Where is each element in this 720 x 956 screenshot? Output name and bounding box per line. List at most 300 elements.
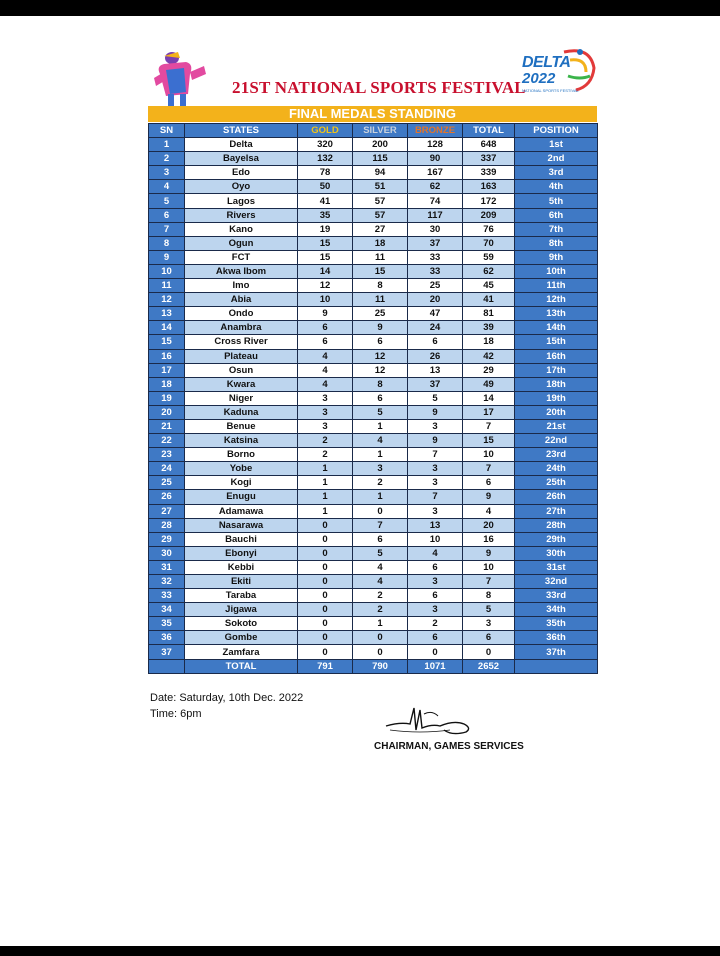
cell-sn: 28: [149, 518, 185, 532]
cell-position: 34th: [515, 603, 598, 617]
cell-state: Bayelsa: [185, 152, 298, 166]
cell-silver: 0: [353, 645, 408, 659]
cell-gold: 0: [298, 631, 353, 645]
table-header-row: [149, 124, 598, 138]
cell-state: Kwara: [185, 377, 298, 391]
cell-position: 18th: [515, 377, 598, 391]
cell-silver: 6: [353, 532, 408, 546]
cell-position: 31st: [515, 560, 598, 574]
cell-state: Cross River: [185, 335, 298, 349]
cell-bronze: 6: [408, 631, 463, 645]
cell-bronze: 0: [408, 645, 463, 659]
cell-gold: 0: [298, 589, 353, 603]
cell-bronze: 3: [408, 476, 463, 490]
medals-table: [148, 123, 598, 674]
cell-sn: 29: [149, 532, 185, 546]
cell-sn: 6: [149, 208, 185, 222]
cell-sn: 19: [149, 391, 185, 405]
cell-position: 25th: [515, 476, 598, 490]
table-row: [149, 152, 598, 166]
cell-total: 10: [463, 560, 515, 574]
cell-state: Ogun: [185, 236, 298, 250]
cell-position: 2nd: [515, 152, 598, 166]
cell-total: 9: [463, 490, 515, 504]
cell-position: 15th: [515, 335, 598, 349]
table-row: [149, 631, 598, 645]
cell-silver: 94: [353, 166, 408, 180]
cell-sn: 33: [149, 589, 185, 603]
cell-gold: 50: [298, 180, 353, 194]
cell-sn: 31: [149, 560, 185, 574]
cell-sn: 13: [149, 307, 185, 321]
cell-position: 7th: [515, 222, 598, 236]
cell-total: 163: [463, 180, 515, 194]
cell-sn: 20: [149, 405, 185, 419]
table-row: [149, 180, 598, 194]
cell-sn: 8: [149, 236, 185, 250]
cell-sn: 22: [149, 434, 185, 448]
cell-bronze: 128: [408, 138, 463, 152]
cell-state: Rivers: [185, 208, 298, 222]
cell-gold: 9: [298, 307, 353, 321]
cell-sn: 11: [149, 279, 185, 293]
cell-state: Ekiti: [185, 575, 298, 589]
total-silver: 790: [353, 659, 408, 673]
cell-state: Edo: [185, 166, 298, 180]
cell-gold: 4: [298, 349, 353, 363]
cell-position: 8th: [515, 236, 598, 250]
cell-gold: 3: [298, 405, 353, 419]
cell-gold: 12: [298, 279, 353, 293]
cell-total: 70: [463, 236, 515, 250]
cell-total: 45: [463, 279, 515, 293]
cell-state: Imo: [185, 279, 298, 293]
cell-state: Oyo: [185, 180, 298, 194]
cell-state: FCT: [185, 250, 298, 264]
cell-total: 6: [463, 631, 515, 645]
cell-total: 0: [463, 645, 515, 659]
table-row: [149, 419, 598, 433]
cell-gold: 0: [298, 617, 353, 631]
table-row: [149, 518, 598, 532]
cell-position: 13th: [515, 307, 598, 321]
cell-position: 26th: [515, 490, 598, 504]
cell-position: 29th: [515, 532, 598, 546]
cell-sn: 25: [149, 476, 185, 490]
cell-sn: 36: [149, 631, 185, 645]
cell-bronze: 2: [408, 617, 463, 631]
table-row: [149, 236, 598, 250]
cell-bronze: 6: [408, 560, 463, 574]
cell-gold: 0: [298, 603, 353, 617]
table-row: [149, 448, 598, 462]
cell-bronze: 9: [408, 434, 463, 448]
cell-total: 18: [463, 335, 515, 349]
cell-gold: 132: [298, 152, 353, 166]
cell-silver: 12: [353, 363, 408, 377]
cell-bronze: 47: [408, 307, 463, 321]
cell-gold: 2: [298, 434, 353, 448]
event-logo: DELTA 2022 NATIONAL SPORTS FESTIVAL: [520, 46, 598, 102]
cell-state: Kaduna: [185, 405, 298, 419]
cell-silver: 115: [353, 152, 408, 166]
cell-gold: 14: [298, 264, 353, 278]
cell-total: 5: [463, 603, 515, 617]
cell-sn: 4: [149, 180, 185, 194]
total-blank: [149, 659, 185, 673]
cell-total: 62: [463, 264, 515, 278]
cell-position: 37th: [515, 645, 598, 659]
cell-sn: 23: [149, 448, 185, 462]
cell-silver: 27: [353, 222, 408, 236]
cell-total: 339: [463, 166, 515, 180]
cell-position: 16th: [515, 349, 598, 363]
cell-sn: 34: [149, 603, 185, 617]
cell-bronze: 3: [408, 462, 463, 476]
cell-state: Kano: [185, 222, 298, 236]
cell-bronze: 30: [408, 222, 463, 236]
cell-state: Yobe: [185, 462, 298, 476]
cell-bronze: 33: [408, 250, 463, 264]
cell-gold: 15: [298, 236, 353, 250]
cell-state: Kogi: [185, 476, 298, 490]
cell-total: 7: [463, 575, 515, 589]
cell-state: Nasarawa: [185, 518, 298, 532]
cell-state: Anambra: [185, 321, 298, 335]
cell-position: 36th: [515, 631, 598, 645]
cell-state: Plateau: [185, 349, 298, 363]
cell-gold: 2: [298, 448, 353, 462]
total-row: [149, 659, 598, 673]
cell-bronze: 7: [408, 448, 463, 462]
cell-total: 20: [463, 518, 515, 532]
cell-silver: 8: [353, 279, 408, 293]
cell-gold: 41: [298, 194, 353, 208]
cell-total: 39: [463, 321, 515, 335]
col-position: POSITION: [515, 124, 598, 138]
cell-sn: 1: [149, 138, 185, 152]
cell-total: 76: [463, 222, 515, 236]
cell-sn: 24: [149, 462, 185, 476]
cell-silver: 25: [353, 307, 408, 321]
document-page: [0, 16, 720, 946]
cell-total: 29: [463, 363, 515, 377]
cell-position: 17th: [515, 363, 598, 377]
cell-sn: 26: [149, 490, 185, 504]
cell-silver: 4: [353, 434, 408, 448]
cell-gold: 78: [298, 166, 353, 180]
total-bronze: 1071: [408, 659, 463, 673]
cell-silver: 57: [353, 194, 408, 208]
cell-state: Enugu: [185, 490, 298, 504]
cell-gold: 3: [298, 391, 353, 405]
cell-bronze: 6: [408, 335, 463, 349]
cell-bronze: 90: [408, 152, 463, 166]
time-text: Time: 6pm: [150, 708, 202, 720]
cell-total: 42: [463, 349, 515, 363]
cell-total: 6: [463, 476, 515, 490]
cell-state: Ondo: [185, 307, 298, 321]
cell-bronze: 13: [408, 518, 463, 532]
cell-silver: 1: [353, 448, 408, 462]
cell-position: 10th: [515, 264, 598, 278]
cell-position: 21st: [515, 419, 598, 433]
cell-position: 9th: [515, 250, 598, 264]
col-gold: GOLD: [298, 124, 353, 138]
cell-total: 15: [463, 434, 515, 448]
table-row: [149, 349, 598, 363]
cell-bronze: 6: [408, 589, 463, 603]
table-row: [149, 476, 598, 490]
cell-silver: 200: [353, 138, 408, 152]
cell-silver: 4: [353, 575, 408, 589]
table-row: [149, 462, 598, 476]
cell-position: 24th: [515, 462, 598, 476]
cell-state: Akwa Ibom: [185, 264, 298, 278]
cell-silver: 6: [353, 391, 408, 405]
cell-state: Katsina: [185, 434, 298, 448]
cell-position: 27th: [515, 504, 598, 518]
cell-sn: 12: [149, 293, 185, 307]
cell-silver: 12: [353, 349, 408, 363]
cell-total: 7: [463, 462, 515, 476]
table-row: [149, 504, 598, 518]
cell-bronze: 3: [408, 504, 463, 518]
cell-bronze: 24: [408, 321, 463, 335]
cell-silver: 1: [353, 419, 408, 433]
cell-gold: 0: [298, 518, 353, 532]
cell-sn: 5: [149, 194, 185, 208]
cell-gold: 320: [298, 138, 353, 152]
cell-bronze: 5: [408, 391, 463, 405]
cell-bronze: 26: [408, 349, 463, 363]
cell-bronze: 3: [408, 419, 463, 433]
cell-state: Jigawa: [185, 603, 298, 617]
cell-silver: 5: [353, 405, 408, 419]
cell-bronze: 167: [408, 166, 463, 180]
cell-bronze: 33: [408, 264, 463, 278]
cell-bronze: 117: [408, 208, 463, 222]
cell-total: 9: [463, 546, 515, 560]
cell-state: Adamawa: [185, 504, 298, 518]
cell-silver: 3: [353, 462, 408, 476]
cell-gold: 1: [298, 476, 353, 490]
col-total: TOTAL: [463, 124, 515, 138]
table-row: [149, 138, 598, 152]
cell-bronze: 74: [408, 194, 463, 208]
cell-state: Gombe: [185, 631, 298, 645]
footer-info: [150, 690, 303, 722]
cell-total: 41: [463, 293, 515, 307]
cell-gold: 1: [298, 490, 353, 504]
cell-sn: 15: [149, 335, 185, 349]
cell-silver: 9: [353, 321, 408, 335]
table-row: [149, 194, 598, 208]
table-row: [149, 434, 598, 448]
table-row: [149, 575, 598, 589]
table-row: [149, 250, 598, 264]
table-row: [149, 391, 598, 405]
cell-position: 23rd: [515, 448, 598, 462]
cell-bronze: 13: [408, 363, 463, 377]
signature-image: [380, 700, 490, 742]
cell-sn: 2: [149, 152, 185, 166]
cell-sn: 37: [149, 645, 185, 659]
cell-gold: 3: [298, 419, 353, 433]
cell-silver: 18: [353, 236, 408, 250]
cell-sn: 10: [149, 264, 185, 278]
col-states: STATES: [185, 124, 298, 138]
col-silver: SILVER: [353, 124, 408, 138]
table-row: [149, 222, 598, 236]
cell-sn: 35: [149, 617, 185, 631]
cell-position: 3rd: [515, 166, 598, 180]
cell-gold: 6: [298, 335, 353, 349]
total-label: TOTAL: [185, 659, 298, 673]
cell-gold: 0: [298, 532, 353, 546]
cell-state: Zamfara: [185, 645, 298, 659]
cell-total: 14: [463, 391, 515, 405]
table-row: [149, 279, 598, 293]
table-row: [149, 307, 598, 321]
cell-total: 209: [463, 208, 515, 222]
cell-silver: 7: [353, 518, 408, 532]
col-sn: SN: [149, 124, 185, 138]
cell-position: 28th: [515, 518, 598, 532]
cell-gold: 4: [298, 363, 353, 377]
table-row: [149, 617, 598, 631]
cell-total: 648: [463, 138, 515, 152]
table-row: [149, 264, 598, 278]
cell-gold: 0: [298, 645, 353, 659]
cell-bronze: 37: [408, 236, 463, 250]
cell-state: Niger: [185, 391, 298, 405]
table-row: [149, 532, 598, 546]
cell-sn: 14: [149, 321, 185, 335]
cell-total: 3: [463, 617, 515, 631]
total-position-blank: [515, 659, 598, 673]
cell-silver: 11: [353, 293, 408, 307]
cell-total: 7: [463, 419, 515, 433]
signatory-title: CHAIRMAN, GAMES SERVICES: [374, 741, 524, 752]
table-row: [149, 321, 598, 335]
cell-gold: 1: [298, 462, 353, 476]
page-title: 21ST NATIONAL SPORTS FESTIVAL: [232, 78, 526, 97]
cell-gold: 1: [298, 504, 353, 518]
cell-sn: 21: [149, 419, 185, 433]
cell-bronze: 20: [408, 293, 463, 307]
cell-sn: 32: [149, 575, 185, 589]
cell-total: 4: [463, 504, 515, 518]
cell-position: 35th: [515, 617, 598, 631]
table-row: [149, 166, 598, 180]
cell-position: 22nd: [515, 434, 598, 448]
cell-sn: 3: [149, 166, 185, 180]
table-row: [149, 377, 598, 391]
cell-bronze: 9: [408, 405, 463, 419]
cell-silver: 51: [353, 180, 408, 194]
cell-state: Benue: [185, 419, 298, 433]
table-row: [149, 208, 598, 222]
cell-silver: 8: [353, 377, 408, 391]
cell-total: 337: [463, 152, 515, 166]
cell-sn: 9: [149, 250, 185, 264]
cell-position: 33rd: [515, 589, 598, 603]
cell-bronze: 10: [408, 532, 463, 546]
cell-state: Abia: [185, 293, 298, 307]
table-row: [149, 645, 598, 659]
cell-bronze: 4: [408, 546, 463, 560]
cell-bronze: 7: [408, 490, 463, 504]
table-row: [149, 560, 598, 574]
cell-position: 14th: [515, 321, 598, 335]
cell-position: 19th: [515, 391, 598, 405]
cell-position: 6th: [515, 208, 598, 222]
cell-position: 20th: [515, 405, 598, 419]
table-row: [149, 405, 598, 419]
cell-gold: 0: [298, 546, 353, 560]
cell-state: Taraba: [185, 589, 298, 603]
cell-silver: 11: [353, 250, 408, 264]
table-banner: FINAL MEDALS STANDING: [148, 106, 597, 122]
cell-silver: 57: [353, 208, 408, 222]
cell-state: Borno: [185, 448, 298, 462]
cell-gold: 35: [298, 208, 353, 222]
cell-total: 81: [463, 307, 515, 321]
cell-position: 5th: [515, 194, 598, 208]
cell-silver: 0: [353, 504, 408, 518]
cell-gold: 15: [298, 250, 353, 264]
cell-bronze: 25: [408, 279, 463, 293]
col-bronze: BRONZE: [408, 124, 463, 138]
table-row: [149, 490, 598, 504]
cell-state: Kebbi: [185, 560, 298, 574]
date-text: Date: Saturday, 10th Dec. 2022: [150, 692, 304, 704]
cell-gold: 4: [298, 377, 353, 391]
cell-state: Sokoto: [185, 617, 298, 631]
table-row: [149, 363, 598, 377]
cell-bronze: 62: [408, 180, 463, 194]
cell-silver: 1: [353, 490, 408, 504]
cell-sn: 7: [149, 222, 185, 236]
cell-position: 4th: [515, 180, 598, 194]
cell-state: Ebonyi: [185, 546, 298, 560]
cell-total: 10: [463, 448, 515, 462]
cell-gold: 10: [298, 293, 353, 307]
cell-position: 30th: [515, 546, 598, 560]
cell-total: 49: [463, 377, 515, 391]
cell-gold: 19: [298, 222, 353, 236]
total-gold: 791: [298, 659, 353, 673]
cell-silver: 2: [353, 603, 408, 617]
cell-bronze: 37: [408, 377, 463, 391]
cell-gold: 0: [298, 575, 353, 589]
cell-bronze: 3: [408, 575, 463, 589]
cell-silver: 5: [353, 546, 408, 560]
cell-total: 8: [463, 589, 515, 603]
cell-silver: 1: [353, 617, 408, 631]
cell-silver: 0: [353, 631, 408, 645]
cell-total: 172: [463, 194, 515, 208]
cell-state: Lagos: [185, 194, 298, 208]
cell-state: Osun: [185, 363, 298, 377]
cell-sn: 17: [149, 363, 185, 377]
cell-total: 59: [463, 250, 515, 264]
cell-sn: 16: [149, 349, 185, 363]
table-row: [149, 603, 598, 617]
cell-position: 11th: [515, 279, 598, 293]
cell-total: 17: [463, 405, 515, 419]
